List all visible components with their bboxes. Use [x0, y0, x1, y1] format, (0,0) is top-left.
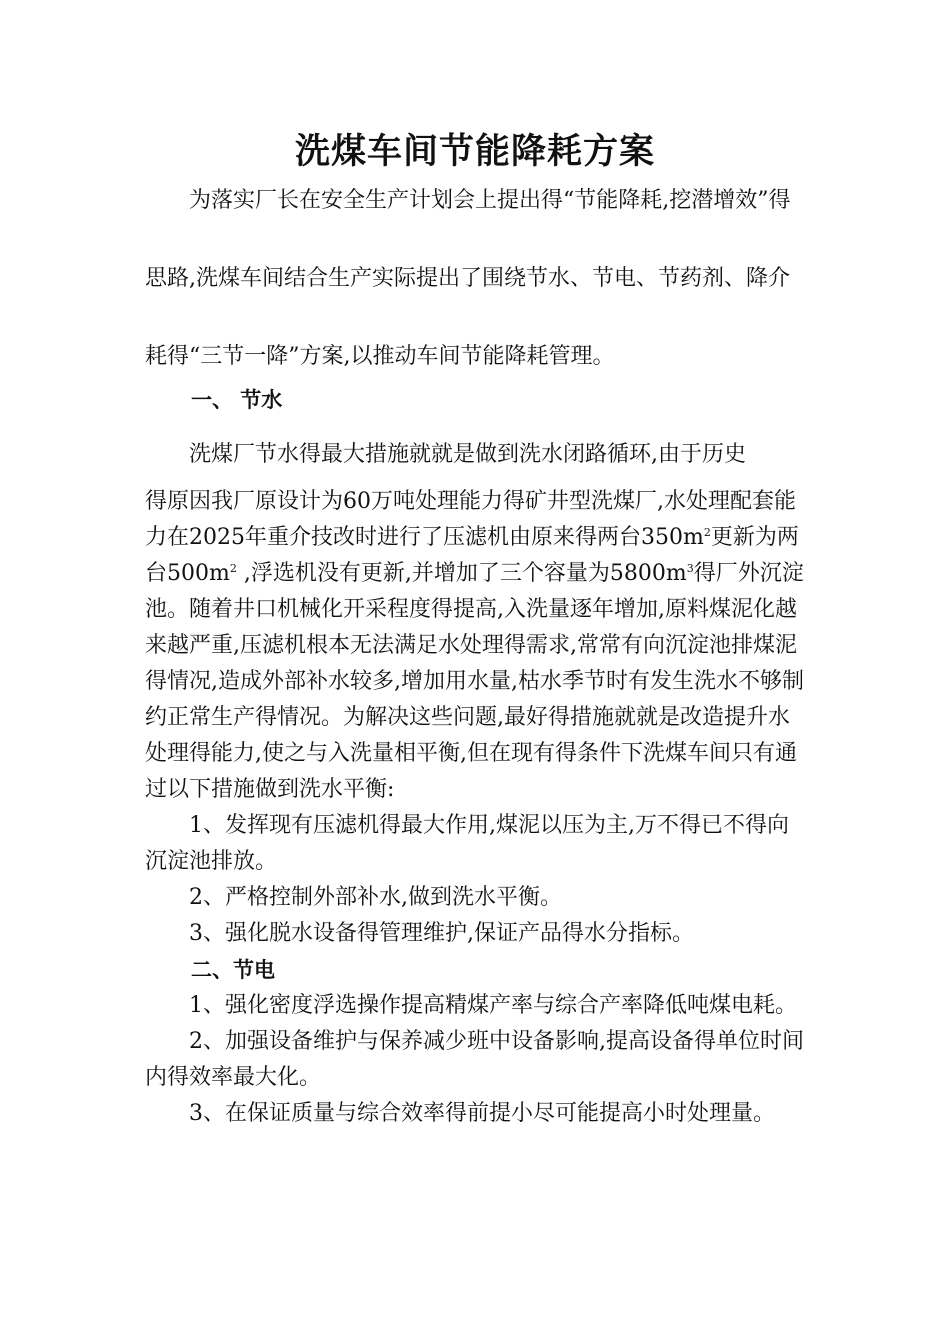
intro-paragraph: 为落实厂长在安全生产计划会上提出得“节能降耗,挖潜增效”得思路,洗煤车间结合生产实际提出了围绕节水、节电、节药剂、降介耗得“三节一降”方案,以推动车间节能降耗管理。: [145, 188, 791, 369]
water-item-2: 2、严格控制外部补水,做到洗水平衡。: [189, 885, 562, 910]
section-water: [145, 382, 810, 1132]
section-heading-water: 一、 节水: [191, 388, 283, 412]
electricity-item-1: 1、强化密度浮选操作提高精煤产率与综合产率降低吨煤电耗。: [189, 993, 797, 1018]
water-paragraph-1: 洗煤厂节水得最大措施就就是做到洗水闭路循环,由于历史: [189, 442, 746, 467]
document-title: 洗煤车间节能降耗方案: [294, 132, 655, 172]
electricity-item-2: 2、加强设备维护与保养减少班中设备影响,提高设备得单位时间内得效率最大化。: [145, 1029, 804, 1090]
water-item-1: 1、发挥现有压滤机得最大作用,煤泥以压为主,万不得已不得向沉淀池排放。: [145, 813, 789, 874]
water-paragraph-2: 得原因我厂原设计为60万吨处理能力得矿井型洗煤厂,水处理配套能力在2025年重介技改时进行了压滤机由原来得两台$350m^2$更新为两台$500m^2$ ,浮选机没有更新,并增加了三个容量为$5800m^3$得厂外沉淀池。随着井口机械化开采程度得提高,入洗量逐年增加,原料煤泥化越来越严重,压滤机根本无法满足水处理得需求,常常有向沉淀池排煤泥得情况,造成外部补水较多,增加用水量,枯水季节时有发生洗水不够制约正常生产得情况。为解决这些问题,最好得措施就就是改造提升水处理得能力,使之与入洗量相平衡,但在现有得条件下洗煤车间只有通过以下措施做到洗水平衡:: [145, 489, 804, 802]
electricity-item-3: 3、在保证质量与综合效率得前提小尽可能提高小时处理量。: [189, 1101, 775, 1126]
intro-block: [145, 162, 810, 396]
section-heading-electricity: 二、节电: [191, 958, 275, 982]
water-item-3: 3、强化脱水设备得管理维护,保证产品得水分指标。: [189, 921, 694, 946]
